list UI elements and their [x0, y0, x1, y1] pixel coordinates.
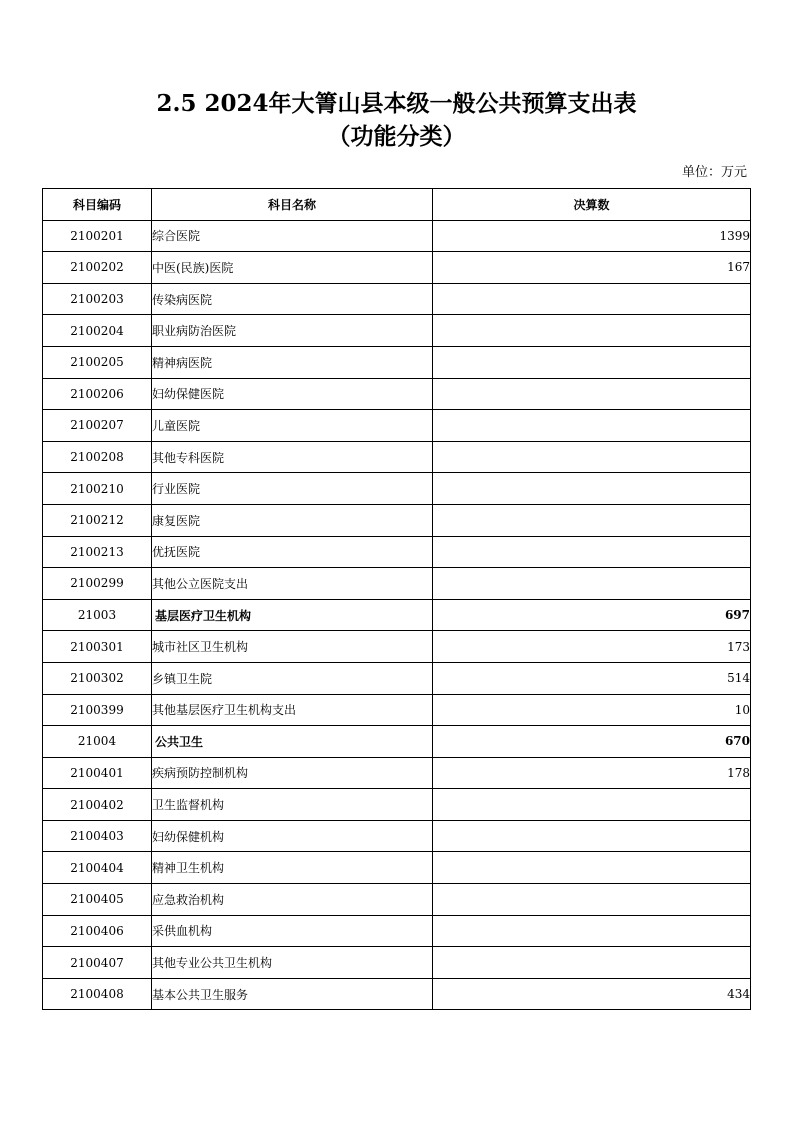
cell-amount — [433, 283, 751, 315]
table-row — [43, 346, 751, 378]
cell-name: 妇幼保健机构 — [152, 820, 433, 852]
cell-name: 中医(民族)医院 — [152, 252, 433, 284]
table-row — [43, 947, 751, 979]
table-row — [43, 568, 751, 600]
table-row — [43, 220, 751, 252]
cell-amount: 697 — [433, 599, 751, 631]
cell-name: 疾病预防控制机构 — [152, 757, 433, 789]
cell-amount: 10 — [433, 694, 751, 726]
cell-amount — [433, 315, 751, 347]
cell-amount — [433, 536, 751, 568]
table-row — [43, 410, 751, 442]
cell-code: 2100212 — [43, 504, 152, 536]
cell-code: 21003 — [43, 599, 152, 631]
cell-code: 21004 — [43, 726, 152, 758]
table-row — [43, 631, 751, 663]
cell-name: 卫生监督机构 — [152, 789, 433, 821]
cell-code: 2100301 — [43, 631, 152, 663]
table-row — [43, 283, 751, 315]
cell-code: 2100402 — [43, 789, 152, 821]
table-row — [43, 978, 751, 1010]
table-header-row — [43, 189, 751, 221]
table-row — [43, 852, 751, 884]
cell-amount — [433, 915, 751, 947]
table-row — [43, 378, 751, 410]
table-row — [43, 789, 751, 821]
cell-code: 2100208 — [43, 441, 152, 473]
cell-name: 优抚医院 — [152, 536, 433, 568]
cell-amount: 173 — [433, 631, 751, 663]
table-row — [43, 315, 751, 347]
page-subtitle: （功能分类） — [327, 123, 466, 150]
cell-name: 基层医疗卫生机构 — [152, 599, 433, 631]
cell-name: 应急救治机构 — [152, 884, 433, 916]
cell-code: 2100403 — [43, 820, 152, 852]
cell-name: 传染病医院 — [152, 283, 433, 315]
table-row — [43, 915, 751, 947]
cell-code: 2100203 — [43, 283, 152, 315]
cell-code: 2100408 — [43, 978, 152, 1010]
cell-name: 行业医院 — [152, 473, 433, 505]
cell-amount: 434 — [433, 978, 751, 1010]
cell-code: 2100201 — [43, 220, 152, 252]
table-row — [43, 504, 751, 536]
cell-amount — [433, 378, 751, 410]
table-row — [43, 694, 751, 726]
cell-name: 其他公立医院支出 — [152, 568, 433, 600]
cell-amount — [433, 346, 751, 378]
cell-code: 2100405 — [43, 884, 152, 916]
category-row — [43, 599, 751, 631]
cell-name: 儿童医院 — [152, 410, 433, 442]
cell-amount — [433, 410, 751, 442]
cell-name: 职业病防治医院 — [152, 315, 433, 347]
cell-code: 2100210 — [43, 473, 152, 505]
table-row — [43, 252, 751, 284]
cell-code: 2100299 — [43, 568, 152, 600]
cell-amount: 670 — [433, 726, 751, 758]
category-row — [43, 726, 751, 758]
cell-name: 基本公共卫生服务 — [152, 978, 433, 1010]
cell-name: 城市社区卫生机构 — [152, 631, 433, 663]
cell-amount — [433, 441, 751, 473]
cell-amount — [433, 947, 751, 979]
cell-code: 2100204 — [43, 315, 152, 347]
cell-name: 其他专科医院 — [152, 441, 433, 473]
cell-amount — [433, 884, 751, 916]
page-title: 2.5 2024年大箐山县本级一般公共预算支出表 — [156, 90, 637, 117]
cell-code: 2100206 — [43, 378, 152, 410]
cell-name: 其他基层医疗卫生机构支出 — [152, 694, 433, 726]
cell-name: 乡镇卫生院 — [152, 662, 433, 694]
cell-name: 综合医院 — [152, 220, 433, 252]
cell-name: 采供血机构 — [152, 915, 433, 947]
cell-code: 2100213 — [43, 536, 152, 568]
cell-code: 2100407 — [43, 947, 152, 979]
cell-amount: 167 — [433, 252, 751, 284]
cell-amount — [433, 820, 751, 852]
unit-label: 单位：万元 — [681, 165, 747, 180]
cell-code: 2100404 — [43, 852, 152, 884]
cell-code: 2100202 — [43, 252, 152, 284]
header-code: 科目编码 — [43, 189, 152, 221]
budget-table — [42, 188, 751, 1010]
cell-code: 2100406 — [43, 915, 152, 947]
cell-amount — [433, 789, 751, 821]
cell-amount: 514 — [433, 662, 751, 694]
cell-name: 妇幼保健医院 — [152, 378, 433, 410]
table-row — [43, 820, 751, 852]
cell-name: 其他专业公共卫生机构 — [152, 947, 433, 979]
cell-amount: 178 — [433, 757, 751, 789]
cell-amount — [433, 473, 751, 505]
cell-code: 2100205 — [43, 346, 152, 378]
header-name: 科目名称 — [152, 189, 433, 221]
header-amount: 决算数 — [433, 189, 751, 221]
cell-code: 2100399 — [43, 694, 152, 726]
cell-name: 康复医院 — [152, 504, 433, 536]
table-row — [43, 757, 751, 789]
cell-amount: 1399 — [433, 220, 751, 252]
table-row — [43, 884, 751, 916]
cell-amount — [433, 504, 751, 536]
cell-code: 2100401 — [43, 757, 152, 789]
table-row — [43, 441, 751, 473]
cell-name: 精神病医院 — [152, 346, 433, 378]
cell-amount — [433, 568, 751, 600]
cell-code: 2100207 — [43, 410, 152, 442]
cell-name: 公共卫生 — [152, 726, 433, 758]
table-row — [43, 473, 751, 505]
table-row — [43, 536, 751, 568]
table-row — [43, 662, 751, 694]
cell-name: 精神卫生机构 — [152, 852, 433, 884]
cell-code: 2100302 — [43, 662, 152, 694]
cell-amount — [433, 852, 751, 884]
